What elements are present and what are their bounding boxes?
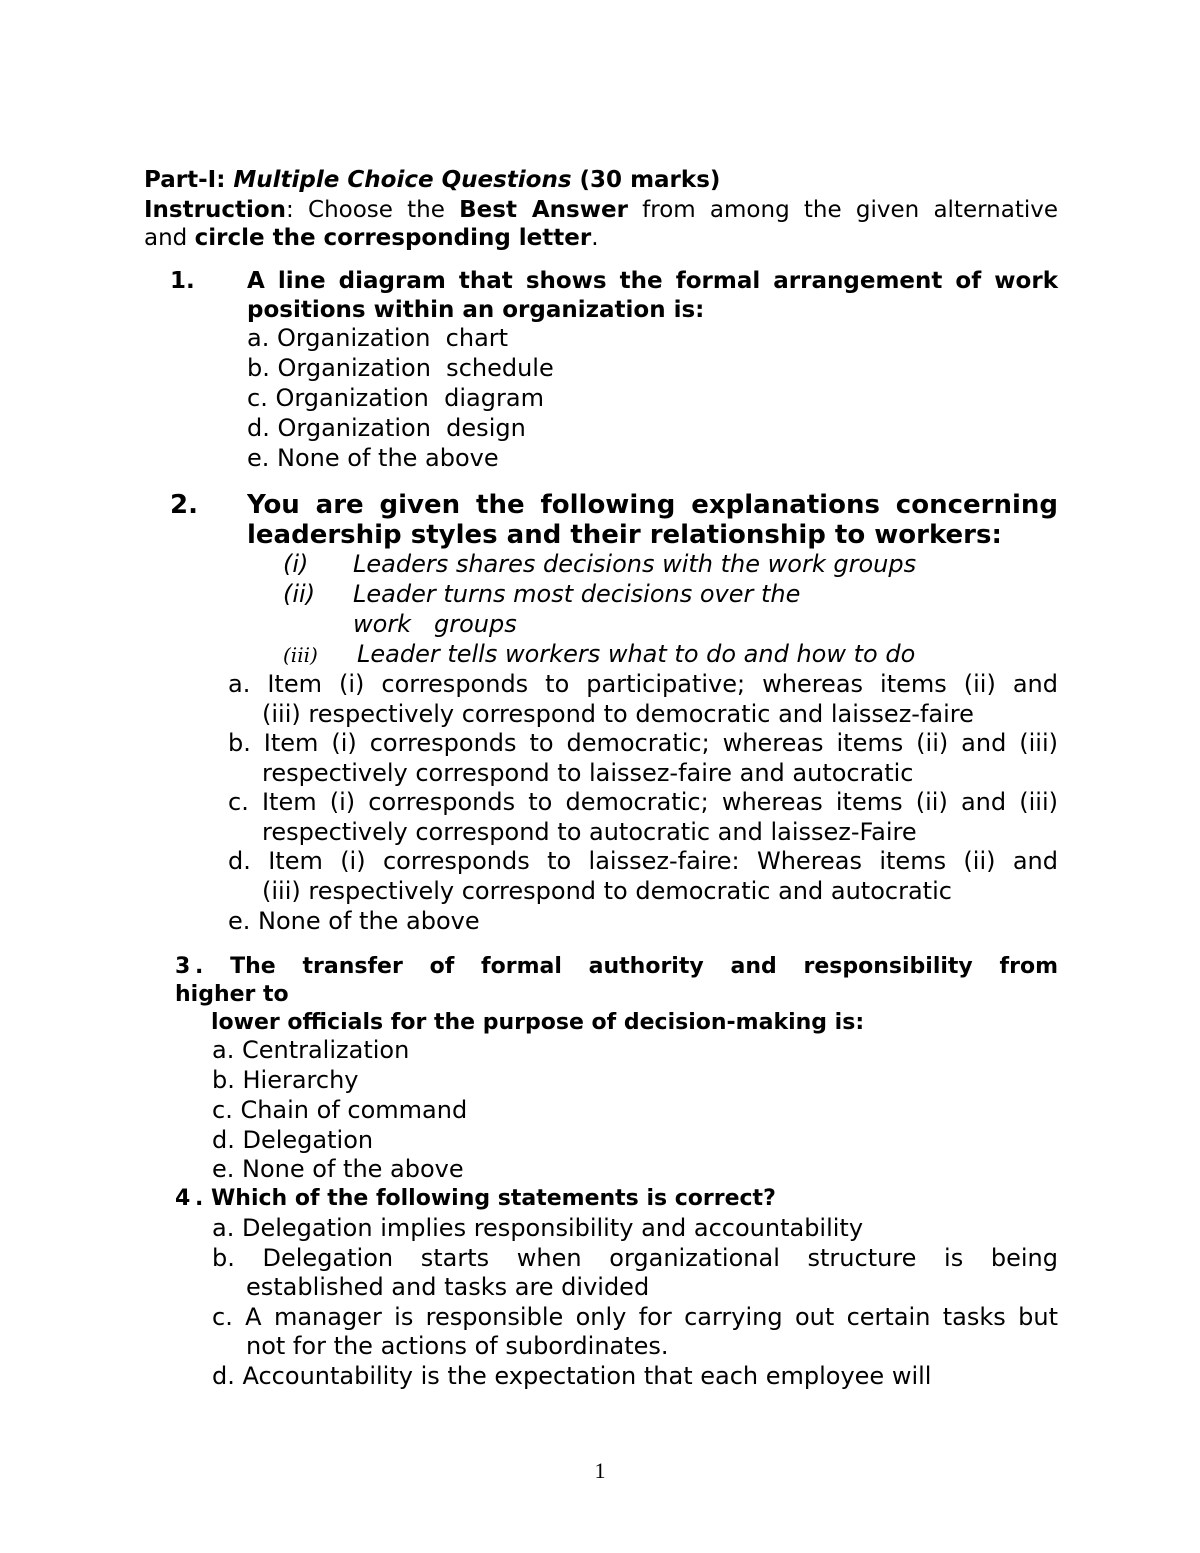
q2-option-c-cont: respectively correspond to autocratic and laissez-Faire xyxy=(262,818,917,846)
q3-option-b[interactable]: b. Hierarchy xyxy=(212,1066,359,1094)
q4-option-a[interactable]: a. Delegation implies responsibility and accountability xyxy=(212,1214,864,1242)
q2-option-a[interactable]: a. Item (i) corresponds to participative; whereas items (ii) and xyxy=(228,670,1058,698)
q3-option-d[interactable]: d. Delegation xyxy=(212,1126,374,1154)
q2-option-a-cont: (iii) respectively correspond to democratic and laissez-faire xyxy=(262,700,974,728)
instruction-line-2: and circle the corresponding letter. xyxy=(144,225,599,251)
marks-label: (30 marks) xyxy=(571,167,721,193)
q3-stem-line-3: lower officials for the purpose of decision-making is: xyxy=(211,1010,865,1035)
mcq-label: Multiple Choice Questions xyxy=(233,167,572,193)
q3-option-a[interactable]: a. Centralization xyxy=(212,1036,410,1064)
q2-number: 2. xyxy=(170,490,198,520)
q1-stem-line-2: positions within an organization is: xyxy=(247,297,705,323)
q2-item-ii-text-cont: work groups xyxy=(353,610,517,638)
q3-option-c[interactable]: c. Chain of command xyxy=(212,1096,468,1124)
q2-option-e[interactable]: e. None of the above xyxy=(228,907,480,935)
q1-option-c[interactable]: c. Organization diagram xyxy=(247,384,544,412)
q2-item-iii-text: Leader tells workers what to do and how to do xyxy=(357,640,916,668)
q2-item-i-text: Leaders shares decisions with the work groups xyxy=(353,550,917,578)
q1-stem-line-1: A line diagram that shows the formal arrangement of work xyxy=(247,268,1058,294)
page-number: 1 xyxy=(594,1458,606,1483)
q2-item-i-label: (i) xyxy=(283,550,309,578)
q4-option-d[interactable]: d. Accountability is the expectation that each employee will xyxy=(212,1362,932,1390)
q3-stem-line-1: . The transfer of formal authority and responsibility from xyxy=(195,954,1058,979)
q4-number: 4 xyxy=(175,1186,191,1211)
q1-option-d[interactable]: d. Organization design xyxy=(247,414,526,442)
q1-number: 1. xyxy=(170,268,195,294)
q4-option-c[interactable]: c. A manager is responsible only for carrying out certain tasks but xyxy=(212,1303,1058,1331)
part-label: Part-I: xyxy=(144,167,234,193)
instruction-line-1: Instruction: Choose the Best Answer from among the given alternative xyxy=(144,197,1058,223)
q2-option-d[interactable]: d. Item (i) corresponds to laissez-faire: Whereas items (ii) and xyxy=(228,847,1058,875)
q2-item-iii-label: (iii) xyxy=(283,643,318,667)
q2-option-b[interactable]: b. Item (i) corresponds to democratic; whereas items (ii) and (iii) xyxy=(228,729,1058,757)
q2-option-d-cont: (iii) respectively correspond to democratic and autocratic xyxy=(262,877,952,905)
q2-item-ii-label: (ii) xyxy=(283,580,316,608)
q3-number: 3 xyxy=(175,954,191,979)
section-title xyxy=(144,165,720,195)
q3-option-e[interactable]: e. None of the above xyxy=(212,1155,464,1183)
q2-stem-line-1: You are given the following explanations concerning xyxy=(247,490,1058,520)
q1-option-a[interactable]: a. Organization chart xyxy=(247,324,509,352)
q2-stem-line-2: leadership styles and their relationship to workers: xyxy=(247,520,1002,550)
q4-option-c-cont: not for the actions of subordinates. xyxy=(246,1332,669,1360)
q2-option-c[interactable]: c. Item (i) corresponds to democratic; whereas items (ii) and (iii) xyxy=(228,788,1058,816)
q2-item-ii-text: Leader turns most decisions over the xyxy=(353,580,801,608)
q1-option-e[interactable]: e. None of the above xyxy=(247,444,499,472)
q4-option-b-cont: established and tasks are divided xyxy=(246,1273,650,1301)
q1-option-b[interactable]: b. Organization schedule xyxy=(247,354,554,382)
q4-option-b[interactable]: b. Delegation starts when organizational structure is being xyxy=(212,1244,1058,1272)
q2-option-b-cont: respectively correspond to laissez-faire and autocratic xyxy=(262,759,914,787)
q3-stem-line-2: higher to xyxy=(175,982,289,1007)
q4-stem: . Which of the following statements is correct? xyxy=(195,1186,776,1211)
